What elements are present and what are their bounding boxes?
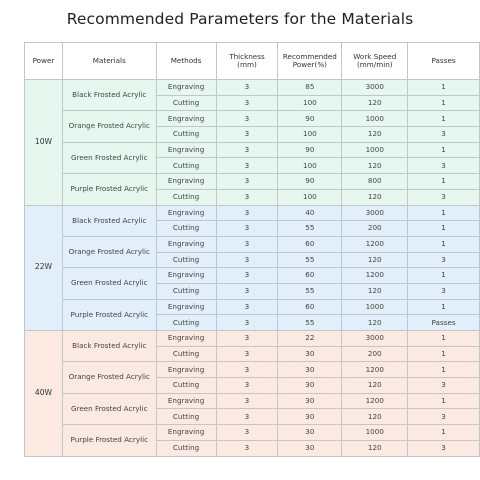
table-row	[25, 425, 480, 441]
passes-cell: 1	[408, 205, 480, 221]
table-row	[25, 362, 480, 378]
method-cell: Cutting	[156, 221, 216, 237]
thickness-cell: 3	[216, 236, 278, 252]
power-percent-cell: 30	[278, 425, 342, 441]
passes-cell: 3	[408, 252, 480, 268]
thickness-cell: 3	[216, 111, 278, 127]
power-percent-cell: 100	[278, 189, 342, 205]
work-speed-cell: 120	[342, 283, 408, 299]
header-power: Power	[25, 43, 63, 80]
work-speed-cell: 1200	[342, 236, 408, 252]
work-speed-cell: 1200	[342, 362, 408, 378]
passes-cell: 1	[408, 95, 480, 111]
header-passes: Passes	[408, 43, 480, 80]
passes-cell: 1	[408, 299, 480, 315]
material-cell: Green Frosted Acrylic	[62, 142, 156, 173]
passes-cell: 1	[408, 346, 480, 362]
power-percent-cell: 90	[278, 142, 342, 158]
work-speed-cell: 3000	[342, 205, 408, 221]
thickness-cell: 3	[216, 252, 278, 268]
table-row	[25, 142, 480, 158]
table-row	[25, 205, 480, 221]
material-cell: Purple Frosted Acrylic	[62, 174, 156, 205]
method-cell: Cutting	[156, 127, 216, 143]
passes-cell: 3	[408, 283, 480, 299]
table-row	[25, 80, 480, 96]
power-cell: 22W	[25, 205, 63, 331]
power-percent-cell: 60	[278, 299, 342, 315]
work-speed-cell: 120	[342, 158, 408, 174]
thickness-cell: 3	[216, 409, 278, 425]
table-body	[25, 80, 480, 457]
work-speed-cell: 120	[342, 315, 408, 331]
power-percent-cell: 30	[278, 378, 342, 394]
method-cell: Engraving	[156, 425, 216, 441]
passes-cell: 3	[408, 127, 480, 143]
passes-cell: 1	[408, 142, 480, 158]
material-cell: Purple Frosted Acrylic	[62, 425, 156, 456]
work-speed-cell: 200	[342, 221, 408, 237]
power-percent-cell: 40	[278, 205, 342, 221]
passes-cell: 1	[408, 362, 480, 378]
thickness-cell: 3	[216, 205, 278, 221]
table-row	[25, 299, 480, 315]
power-percent-cell: 30	[278, 362, 342, 378]
work-speed-cell: 800	[342, 174, 408, 190]
passes-cell: 1	[408, 393, 480, 409]
thickness-cell: 3	[216, 440, 278, 456]
work-speed-cell: 120	[342, 440, 408, 456]
method-cell: Cutting	[156, 440, 216, 456]
page-title: Recommended Parameters for the Materials	[66, 10, 414, 28]
passes-cell: 1	[408, 268, 480, 284]
work-speed-cell: 120	[342, 409, 408, 425]
thickness-cell: 3	[216, 299, 278, 315]
method-cell: Engraving	[156, 236, 216, 252]
passes-cell: 1	[408, 331, 480, 347]
thickness-cell: 3	[216, 331, 278, 347]
thickness-cell: 3	[216, 189, 278, 205]
material-cell: Black Frosted Acrylic	[62, 331, 156, 362]
work-speed-cell: 120	[342, 252, 408, 268]
power-percent-cell: 30	[278, 409, 342, 425]
header-methods: Methods	[156, 43, 216, 80]
header-recommended-power: Recommended Power(%)	[278, 43, 342, 80]
method-cell: Engraving	[156, 268, 216, 284]
table-row	[25, 331, 480, 347]
work-speed-cell: 120	[342, 127, 408, 143]
passes-cell: 3	[408, 189, 480, 205]
passes-cell: Passes	[408, 315, 480, 331]
power-percent-cell: 30	[278, 346, 342, 362]
thickness-cell: 3	[216, 393, 278, 409]
thickness-cell: 3	[216, 362, 278, 378]
header-row	[25, 43, 480, 80]
work-speed-cell: 200	[342, 346, 408, 362]
material-cell: Green Frosted Acrylic	[62, 393, 156, 424]
thickness-cell: 3	[216, 142, 278, 158]
work-speed-cell: 1200	[342, 268, 408, 284]
passes-cell: 1	[408, 425, 480, 441]
header-work-speed: Work Speed (mm/min)	[342, 43, 408, 80]
passes-cell: 3	[408, 158, 480, 174]
power-percent-cell: 90	[278, 111, 342, 127]
passes-cell: 1	[408, 236, 480, 252]
work-speed-cell: 3000	[342, 80, 408, 96]
header-thickness: Thickness (mm)	[216, 43, 278, 80]
power-percent-cell: 55	[278, 283, 342, 299]
method-cell: Engraving	[156, 174, 216, 190]
thickness-cell: 3	[216, 95, 278, 111]
power-percent-cell: 22	[278, 331, 342, 347]
passes-cell: 3	[408, 409, 480, 425]
method-cell: Engraving	[156, 362, 216, 378]
power-percent-cell: 60	[278, 236, 342, 252]
thickness-cell: 3	[216, 221, 278, 237]
table-row	[25, 268, 480, 284]
work-speed-cell: 3000	[342, 331, 408, 347]
material-cell: Orange Frosted Acrylic	[62, 362, 156, 393]
table-row	[25, 111, 480, 127]
passes-cell: 1	[408, 221, 480, 237]
table-row	[25, 236, 480, 252]
method-cell: Cutting	[156, 283, 216, 299]
power-percent-cell: 30	[278, 440, 342, 456]
power-percent-cell: 85	[278, 80, 342, 96]
power-percent-cell: 55	[278, 221, 342, 237]
work-speed-cell: 1000	[342, 425, 408, 441]
work-speed-cell: 1000	[342, 142, 408, 158]
method-cell: Engraving	[156, 142, 216, 158]
method-cell: Cutting	[156, 95, 216, 111]
method-cell: Cutting	[156, 378, 216, 394]
passes-cell: 1	[408, 80, 480, 96]
power-percent-cell: 55	[278, 252, 342, 268]
method-cell: Cutting	[156, 409, 216, 425]
method-cell: Cutting	[156, 252, 216, 268]
method-cell: Cutting	[156, 346, 216, 362]
passes-cell: 3	[408, 440, 480, 456]
material-cell: Orange Frosted Acrylic	[62, 111, 156, 142]
material-cell: Green Frosted Acrylic	[62, 268, 156, 299]
thickness-cell: 3	[216, 283, 278, 299]
thickness-cell: 3	[216, 80, 278, 96]
power-cell: 40W	[25, 331, 63, 457]
method-cell: Engraving	[156, 393, 216, 409]
power-percent-cell: 55	[278, 315, 342, 331]
passes-cell: 1	[408, 111, 480, 127]
method-cell: Engraving	[156, 111, 216, 127]
thickness-cell: 3	[216, 174, 278, 190]
table-row	[25, 174, 480, 190]
work-speed-cell: 1000	[342, 111, 408, 127]
method-cell: Cutting	[156, 158, 216, 174]
material-cell: Purple Frosted Acrylic	[62, 299, 156, 330]
power-percent-cell: 90	[278, 174, 342, 190]
thickness-cell: 3	[216, 346, 278, 362]
thickness-cell: 3	[216, 425, 278, 441]
method-cell: Engraving	[156, 80, 216, 96]
method-cell: Cutting	[156, 315, 216, 331]
work-speed-cell: 120	[342, 378, 408, 394]
power-percent-cell: 100	[278, 95, 342, 111]
thickness-cell: 3	[216, 158, 278, 174]
work-speed-cell: 1200	[342, 393, 408, 409]
thickness-cell: 3	[216, 378, 278, 394]
power-percent-cell: 30	[278, 393, 342, 409]
material-cell: Orange Frosted Acrylic	[62, 236, 156, 267]
work-speed-cell: 120	[342, 189, 408, 205]
material-cell: Black Frosted Acrylic	[62, 80, 156, 111]
power-percent-cell: 100	[278, 158, 342, 174]
passes-cell: 1	[408, 174, 480, 190]
header-materials: Materials	[62, 43, 156, 80]
passes-cell: 3	[408, 378, 480, 394]
parameters-table	[24, 42, 480, 457]
method-cell: Engraving	[156, 205, 216, 221]
work-speed-cell: 120	[342, 95, 408, 111]
thickness-cell: 3	[216, 268, 278, 284]
method-cell: Engraving	[156, 331, 216, 347]
work-speed-cell: 1000	[342, 299, 408, 315]
method-cell: Cutting	[156, 189, 216, 205]
thickness-cell: 3	[216, 315, 278, 331]
table-row	[25, 393, 480, 409]
power-percent-cell: 100	[278, 127, 342, 143]
thickness-cell: 3	[216, 127, 278, 143]
method-cell: Engraving	[156, 299, 216, 315]
material-cell: Black Frosted Acrylic	[62, 205, 156, 236]
power-cell: 10W	[25, 80, 63, 206]
power-percent-cell: 60	[278, 268, 342, 284]
